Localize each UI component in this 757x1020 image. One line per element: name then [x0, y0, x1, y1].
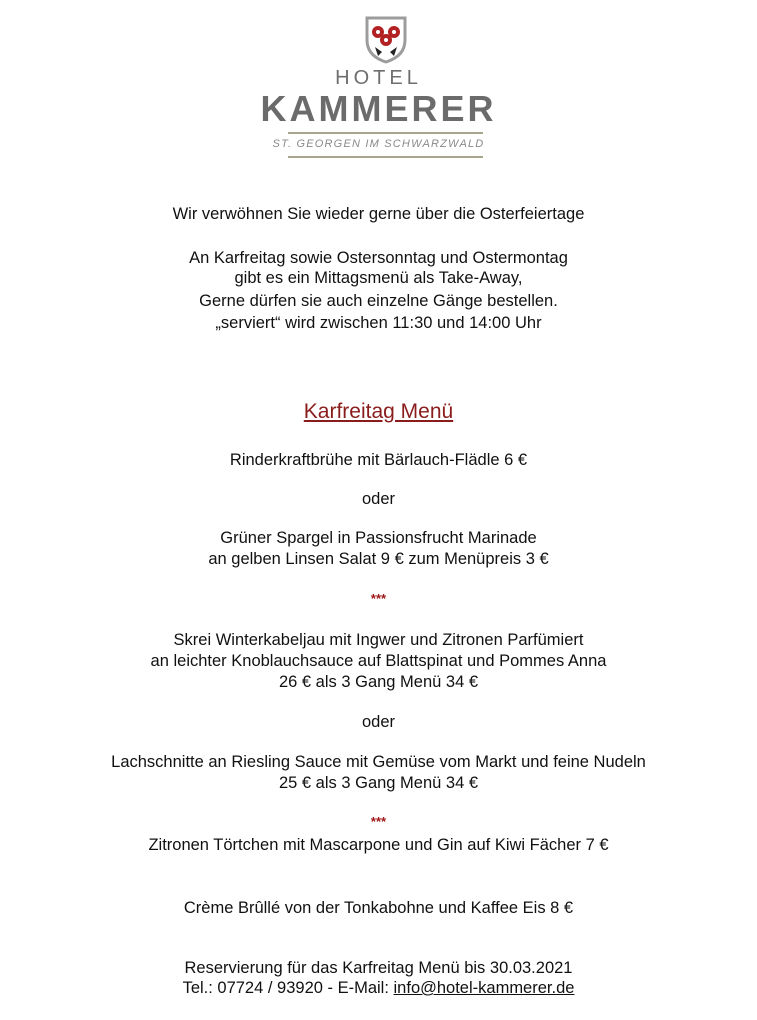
- main-1-line-2: an leichter Knoblauchsauce auf Blattspinat und Pommes Anna: [150, 652, 607, 670]
- main-2-line-1: Lachschnitte an Riesling Sauce mit Gemüse vom Markt und feine Nudeln: [111, 753, 646, 771]
- logo-rule-top: [288, 132, 483, 134]
- email-link[interactable]: info@hotel-kammerer.de: [393, 979, 575, 997]
- dessert-2: Crème Brûllé von der Tonkabohne und Kaffee Eis 8 €: [183, 899, 574, 917]
- course-separator-2: ***: [370, 814, 387, 829]
- logo-name-text: KAMMERER: [260, 88, 497, 129]
- contact-line: [0, 978, 757, 998]
- course-separator-1: ***: [370, 591, 387, 606]
- or-divider-2: oder: [361, 713, 396, 731]
- menu-title: Karfreitag Menü: [303, 400, 454, 423]
- logo-rule-bottom: [288, 156, 483, 158]
- or-divider-1: oder: [361, 490, 396, 508]
- hotel-logo: [0, 0, 757, 165]
- contact-prefix: Tel.: 07724 / 93920 - E-Mail:: [182, 979, 394, 997]
- starter-2-line-2: an gelben Linsen Salat 9 € zum Menüpreis 3 €: [208, 550, 549, 568]
- main-1-line-1: Skrei Winterkabeljau mit Ingwer und Zitronen Parfümiert: [173, 631, 584, 649]
- intro-line-5: „serviert“ wird zwischen 11:30 und 14:00 Uhr: [215, 314, 542, 332]
- starter-1: Rinderkraftbrühe mit Bärlauch-Flädle 6 €: [229, 451, 528, 469]
- starter-2-line-1: Grüner Spargel in Passionsfrucht Marinade: [220, 529, 537, 547]
- main-2-line-2: 25 € als 3 Gang Menü 34 €: [278, 774, 479, 792]
- intro-line-1: Wir verwöhnen Sie wieder gerne über die Osterfeiertage: [172, 205, 585, 223]
- dessert-1: Zitronen Törtchen mit Mascarpone und Gin auf Kiwi Fächer 7 €: [148, 836, 609, 854]
- main-1-line-3: 26 € als 3 Gang Menü 34 €: [278, 673, 479, 691]
- logo-subtitle: ST. GEORGEN IM SCHWARZWALD: [272, 138, 485, 150]
- rose-crest-icon: [359, 12, 413, 66]
- reservation-note: Reservierung für das Karfreitag Menü bis 30.03.2021: [184, 959, 573, 977]
- intro-line-4: Gerne dürfen sie auch einzelne Gänge bestellen.: [199, 292, 558, 310]
- logo-hotel-text: HOTEL: [335, 67, 422, 89]
- intro-line-2: An Karfreitag sowie Ostersonntag und Ostermontag: [189, 249, 568, 267]
- intro-line-3: gibt es ein Mittagsmenü als Take-Away,: [234, 269, 523, 287]
